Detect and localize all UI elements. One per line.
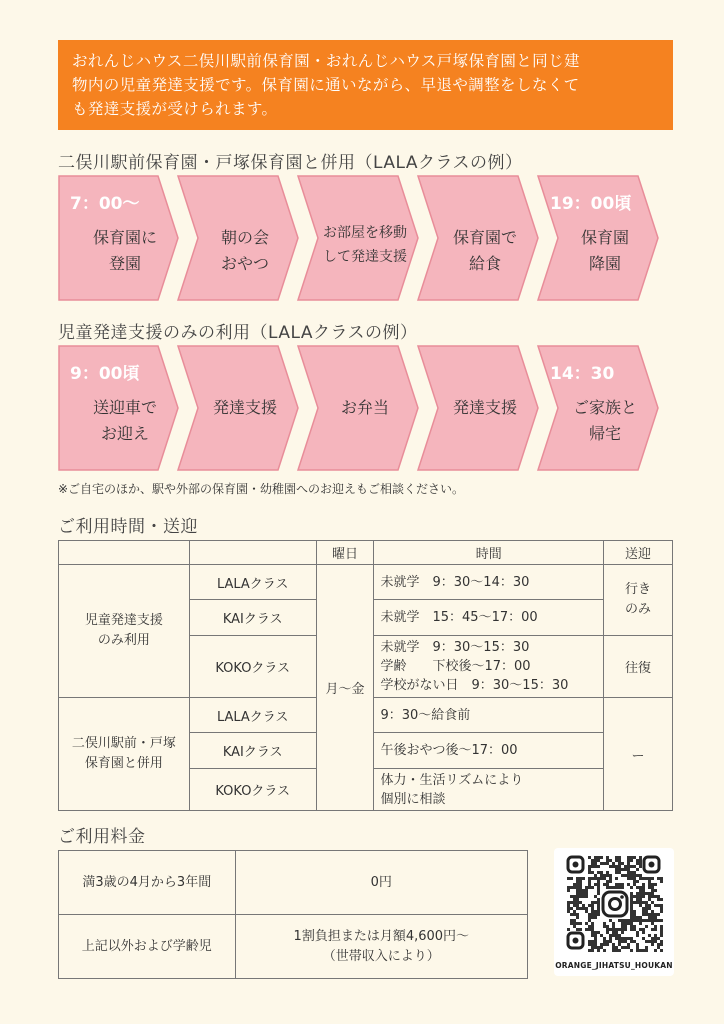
transport-none: ー: [604, 698, 673, 811]
flow1-chart: [58, 175, 678, 301]
flow1-step-4: [426, 225, 544, 277]
class-koko: KOKOクラス: [189, 636, 316, 698]
flow1-step-2-line1: 朝の会: [220, 228, 269, 247]
flow1-step-2-line2: おやつ: [220, 254, 269, 273]
table-row: [59, 915, 528, 979]
flow1-step-1-line2: 登園: [108, 254, 141, 273]
time-line: 個別に相談: [380, 791, 446, 807]
flow2-step-5-line2: 帰宅: [588, 424, 621, 443]
qr-finder-top-left: [568, 857, 583, 872]
header-empty-2: [189, 541, 316, 565]
qr-finder-top-right: [644, 857, 659, 872]
qr-pattern: [554, 848, 674, 960]
flow1-step-1-line1: 保育園に: [92, 228, 157, 247]
flow2-start-time: 9：00頃: [70, 364, 140, 384]
flow2-step-4: [426, 395, 544, 421]
header-time: 時間: [374, 541, 604, 565]
flow2-step-2-line1: 発達支援: [212, 398, 277, 417]
schedule-table: [58, 540, 673, 811]
intro-banner: [58, 40, 673, 130]
qr-label: ORANGE_JIHATSU_HOUKAN: [555, 961, 673, 970]
transport-oneway-line1: 行き: [625, 582, 652, 597]
pickup-note: ※ご自宅のほか、駅や外部の保育園・幼稚園へのお迎えもご相談ください。: [58, 482, 465, 496]
time-line: 未就学 9：30～15：30: [380, 640, 530, 655]
flow2-step-3-line1: お弁当: [340, 398, 389, 417]
time-cell: 9：30～給食前: [374, 698, 604, 733]
flow1-start-time: 7：00～: [70, 194, 140, 214]
fees-title: ご利用料金: [58, 827, 146, 847]
group-with-nursery-line2: 保育園と併用: [84, 756, 163, 771]
flow1-title: 二俣川駅前保育園・戸塚保育園と併用（LALAクラスの例）: [58, 153, 523, 173]
flow1-end-time: 19：00頃: [550, 194, 632, 214]
flow1-step-2: [186, 225, 304, 277]
time-line: 学齢 下校後～17：00: [380, 659, 531, 674]
flow2-end-time: 14：30: [550, 364, 615, 384]
time-cell: [374, 769, 604, 811]
group-support-only-line1: 児童発達支援: [84, 613, 163, 628]
flow1-step-5-line1: 保育園: [580, 228, 629, 247]
group-support-only-line2: のみ利用: [97, 633, 150, 648]
class-kai: KAIクラス: [189, 600, 316, 636]
fee-value-line2: （世帯収入により）: [322, 948, 440, 964]
time-cell: [374, 636, 604, 698]
qr-finder-bottom-left: [568, 933, 583, 948]
flow1-step-5-line2: 降園: [588, 254, 621, 273]
flow2-step-1-line2: お迎え: [100, 424, 149, 443]
flow1-step-5: [546, 225, 664, 277]
flow2-step-4-line1: 発達支援: [452, 398, 517, 417]
time-cell: 午後おやつ後～17：00: [374, 733, 604, 769]
flow1-step-3-line2: して発達支援: [323, 249, 407, 265]
fee-label: 上記以外および学齢児: [59, 915, 236, 979]
instagram-icon: [600, 889, 630, 919]
intro-line-1: おれんじハウス二俣川駅前保育園・おれんじハウス戸塚保育園と同じ建: [72, 52, 580, 70]
intro-line-2: 物内の児童発達支援です。保育園に通いながら、早退や調整をしなくて: [72, 76, 580, 94]
header-empty-1: [59, 541, 190, 565]
flow1-step-1: [66, 225, 184, 277]
table-row: [59, 851, 528, 915]
flow2-chart: [58, 345, 678, 471]
group-support-only: [59, 565, 190, 698]
class-koko: KOKOクラス: [189, 769, 316, 811]
flow1-step-4-line2: 給食: [468, 254, 501, 273]
fee-label: 満3歳の4月から3年間: [59, 851, 236, 915]
transport-oneway-line2: のみ: [625, 602, 652, 617]
group-with-nursery-line1: 二俣川駅前・戸塚: [71, 736, 176, 751]
flow2-step-5: [546, 395, 664, 447]
schedule-title: ご利用時間・送迎: [58, 517, 198, 537]
flow2-step-3: [306, 395, 424, 421]
header-transport: 送迎: [604, 541, 673, 565]
flow1-step-4-line1: 保育園で: [452, 228, 517, 247]
instagram-qr-code[interactable]: [554, 848, 674, 976]
flow2-step-2: [186, 395, 304, 421]
class-lala: LALAクラス: [189, 698, 316, 733]
fees-table: [58, 850, 528, 979]
table-row: [59, 565, 673, 600]
header-day: 曜日: [316, 541, 374, 565]
flow2-step-1: [66, 395, 184, 447]
transport-oneway: [604, 565, 673, 636]
class-lala: LALAクラス: [189, 565, 316, 600]
flow1-step-3: [306, 221, 424, 269]
transport-round: 往復: [604, 636, 673, 698]
time-line: 体力・生活リズムにより: [380, 772, 524, 788]
flow1-step-3-line1: お部屋を移動: [323, 225, 407, 241]
class-kai: KAIクラス: [189, 733, 316, 769]
flow2-step-5-line1: ご家族と: [572, 398, 637, 417]
fee-value-line1: 1割負担または月額4,600円～: [293, 928, 470, 944]
schedule-header-row: [59, 541, 673, 565]
flow2-title: 児童発達支援のみの利用（LALAクラスの例）: [58, 323, 418, 343]
intro-line-3: も発達支援が受けられます。: [72, 100, 278, 118]
flow2-step-1-line1: 送迎車で: [92, 398, 157, 417]
time-line: 学校がない日 9：30～15：30: [380, 678, 569, 693]
days-cell: 月～金: [316, 565, 374, 811]
fee-value: [235, 915, 527, 979]
fee-value: 0円: [235, 851, 527, 915]
time-cell: 未就学 9：30～14：30: [374, 565, 604, 600]
time-cell: 未就学 15：45～17：00: [374, 600, 604, 636]
group-with-nursery: [59, 698, 190, 811]
